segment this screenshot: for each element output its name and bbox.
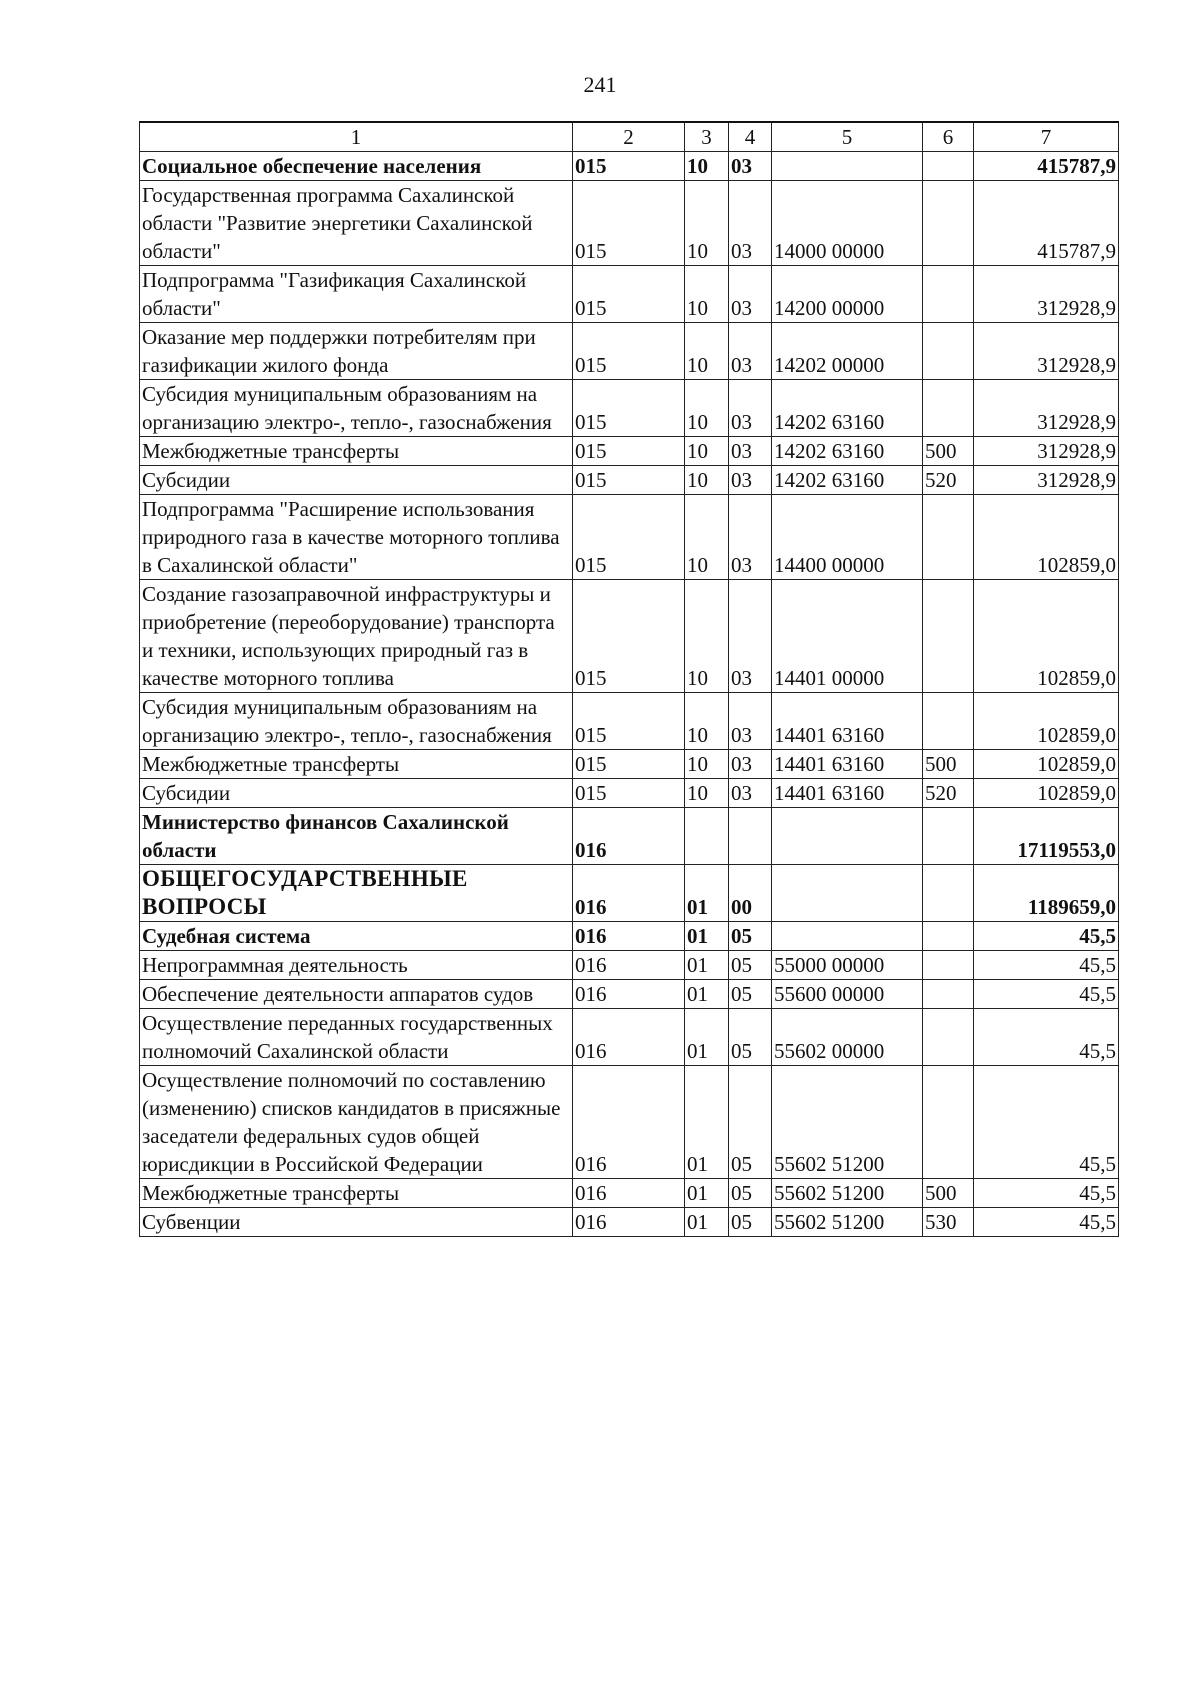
row-amount-cell: 45,5 <box>974 980 1119 1009</box>
row-subsection-cell: 05 <box>729 1179 772 1208</box>
header-cell-7: 7 <box>974 122 1119 152</box>
row-amount-cell: 45,5 <box>974 951 1119 980</box>
table-row <box>140 1208 1119 1237</box>
row-section-cell: 01 <box>685 922 729 951</box>
row-amount-cell: 45,5 <box>974 922 1119 951</box>
row-target-cell: 55600 00000 <box>772 980 923 1009</box>
table-header-row <box>140 122 1119 152</box>
row-name-cell: Межбюджетные трансферты <box>140 437 573 466</box>
row-section-cell: 01 <box>685 1208 729 1237</box>
row-code-cell: 015 <box>573 181 685 266</box>
budget-table <box>139 121 1119 1237</box>
row-code-cell: 015 <box>573 437 685 466</box>
row-expense-type-cell: 520 <box>923 466 974 495</box>
row-expense-type-cell <box>923 580 974 693</box>
row-amount-cell: 17119553,0 <box>974 808 1119 865</box>
row-section-cell: 10 <box>685 580 729 693</box>
row-amount-cell: 45,5 <box>974 1066 1119 1179</box>
table-row <box>140 1066 1119 1179</box>
row-expense-type-cell: 500 <box>923 437 974 466</box>
row-section-cell: 10 <box>685 266 729 323</box>
row-expense-type-cell <box>923 323 974 380</box>
row-code-cell: 015 <box>573 495 685 580</box>
row-name-cell: Обеспечение деятельности аппаратов судов <box>140 980 573 1009</box>
row-amount-cell: 312928,9 <box>974 466 1119 495</box>
row-code-cell: 015 <box>573 580 685 693</box>
row-section-cell: 10 <box>685 437 729 466</box>
row-expense-type-cell: 500 <box>923 1179 974 1208</box>
row-amount-cell: 102859,0 <box>974 693 1119 750</box>
row-subsection-cell: 03 <box>729 266 772 323</box>
row-amount-cell: 312928,9 <box>974 266 1119 323</box>
row-target-cell: 55602 00000 <box>772 1009 923 1066</box>
row-subsection-cell <box>729 808 772 865</box>
row-code-cell: 016 <box>573 980 685 1009</box>
row-section-cell: 10 <box>685 466 729 495</box>
row-subsection-cell: 05 <box>729 1009 772 1066</box>
row-code-cell: 015 <box>573 779 685 808</box>
row-expense-type-cell <box>923 380 974 437</box>
row-name-cell: Субсидии <box>140 466 573 495</box>
header-cell-5: 5 <box>772 122 923 152</box>
row-subsection-cell: 03 <box>729 437 772 466</box>
row-expense-type-cell <box>923 808 974 865</box>
row-target-cell: 14401 00000 <box>772 580 923 693</box>
row-target-cell: 14000 00000 <box>772 181 923 266</box>
table-row <box>140 750 1119 779</box>
table-row <box>140 779 1119 808</box>
row-name-cell: Субвенции <box>140 1208 573 1237</box>
table-row <box>140 437 1119 466</box>
row-subsection-cell: 03 <box>729 580 772 693</box>
row-code-cell: 015 <box>573 323 685 380</box>
row-amount-cell: 102859,0 <box>974 750 1119 779</box>
row-section-cell: 10 <box>685 152 729 181</box>
row-subsection-cell: 03 <box>729 750 772 779</box>
row-section-cell: 01 <box>685 980 729 1009</box>
row-amount-cell: 1189659,0 <box>974 865 1119 922</box>
row-code-cell: 015 <box>573 466 685 495</box>
row-section-cell: 01 <box>685 1066 729 1179</box>
row-subsection-cell: 03 <box>729 779 772 808</box>
row-section-cell: 01 <box>685 1009 729 1066</box>
row-name-cell: Государственная программа Сахалинской области "Развитие энергетики Сахалинской области" <box>140 181 573 266</box>
table-body <box>140 122 1119 1237</box>
row-expense-type-cell: 530 <box>923 1208 974 1237</box>
row-name-cell: Создание газозаправочной инфраструктуры и приобретение (переоборудование) транспорта и техники, использующих природный газ в качестве моторного топлива <box>140 580 573 693</box>
row-section-cell: 10 <box>685 693 729 750</box>
row-amount-cell: 415787,9 <box>974 181 1119 266</box>
row-code-cell: 016 <box>573 865 685 922</box>
row-name-cell: Субсидии <box>140 779 573 808</box>
row-expense-type-cell <box>923 495 974 580</box>
table-row <box>140 693 1119 750</box>
row-subsection-cell: 05 <box>729 1208 772 1237</box>
row-subsection-cell: 03 <box>729 323 772 380</box>
row-code-cell: 015 <box>573 152 685 181</box>
row-subsection-cell: 03 <box>729 466 772 495</box>
row-name-cell: Подпрограмма "Расширение использования природного газа в качестве моторного топлива в Сахалинской области" <box>140 495 573 580</box>
row-expense-type-cell: 520 <box>923 779 974 808</box>
row-expense-type-cell <box>923 1066 974 1179</box>
row-code-cell: 016 <box>573 1179 685 1208</box>
row-code-cell: 016 <box>573 922 685 951</box>
row-section-cell: 01 <box>685 865 729 922</box>
row-target-cell <box>772 922 923 951</box>
row-name-cell: Оказание мер поддержки потребителям при газификации жилого фонда <box>140 323 573 380</box>
table-row <box>140 380 1119 437</box>
row-expense-type-cell <box>923 152 974 181</box>
table-row <box>140 865 1119 922</box>
row-name-cell: Подпрограмма "Газификация Сахалинской области" <box>140 266 573 323</box>
row-subsection-cell: 03 <box>729 495 772 580</box>
table-row <box>140 152 1119 181</box>
row-name-cell: Межбюджетные трансферты <box>140 1179 573 1208</box>
row-section-cell: 01 <box>685 951 729 980</box>
row-target-cell: 14202 63160 <box>772 437 923 466</box>
row-code-cell: 016 <box>573 1009 685 1066</box>
table-row <box>140 1179 1119 1208</box>
row-amount-cell: 45,5 <box>974 1208 1119 1237</box>
row-section-cell: 10 <box>685 779 729 808</box>
table-row <box>140 580 1119 693</box>
row-subsection-cell: 03 <box>729 181 772 266</box>
row-section-cell <box>685 808 729 865</box>
table-row <box>140 1009 1119 1066</box>
row-expense-type-cell <box>923 693 974 750</box>
row-code-cell: 015 <box>573 380 685 437</box>
table-row <box>140 266 1119 323</box>
row-expense-type-cell <box>923 980 974 1009</box>
table-row <box>140 181 1119 266</box>
row-name-cell: Осуществление полномочий по составлению (изменению) списков кандидатов в присяжные заседатели федеральных судов общей юрисдикции в Российской Федерации <box>140 1066 573 1179</box>
row-section-cell: 10 <box>685 750 729 779</box>
row-name-cell: Осуществление переданных государственных полномочий Сахалинской области <box>140 1009 573 1066</box>
row-amount-cell: 45,5 <box>974 1179 1119 1208</box>
row-code-cell: 015 <box>573 266 685 323</box>
table-row <box>140 922 1119 951</box>
header-cell-1: 1 <box>140 122 573 152</box>
row-section-cell: 10 <box>685 323 729 380</box>
table-row <box>140 951 1119 980</box>
row-name-cell: Субсидия муниципальным образованиям на организацию электро-, тепло-, газоснабжения <box>140 380 573 437</box>
row-amount-cell: 102859,0 <box>974 580 1119 693</box>
row-target-cell: 14200 00000 <box>772 266 923 323</box>
row-subsection-cell: 05 <box>729 951 772 980</box>
header-cell-2: 2 <box>573 122 685 152</box>
row-name-cell: Непрограммная деятельность <box>140 951 573 980</box>
table-row <box>140 495 1119 580</box>
row-subsection-cell: 05 <box>729 980 772 1009</box>
header-cell-3: 3 <box>685 122 729 152</box>
row-subsection-cell: 03 <box>729 693 772 750</box>
row-expense-type-cell <box>923 922 974 951</box>
row-expense-type-cell <box>923 181 974 266</box>
row-target-cell: 14400 00000 <box>772 495 923 580</box>
row-name-cell: Судебная система <box>140 922 573 951</box>
row-target-cell <box>772 152 923 181</box>
row-expense-type-cell <box>923 865 974 922</box>
row-target-cell: 14401 63160 <box>772 693 923 750</box>
row-name-cell: Министерство финансов Сахалинской области <box>140 808 573 865</box>
row-section-cell: 10 <box>685 495 729 580</box>
row-target-cell: 55602 51200 <box>772 1179 923 1208</box>
row-target-cell <box>772 865 923 922</box>
row-target-cell: 14202 63160 <box>772 380 923 437</box>
row-name-cell: Субсидия муниципальным образованиям на организацию электро-, тепло-, газоснабжения <box>140 693 573 750</box>
row-amount-cell: 415787,9 <box>974 152 1119 181</box>
row-subsection-cell: 00 <box>729 865 772 922</box>
table-row <box>140 466 1119 495</box>
row-code-cell: 016 <box>573 1208 685 1237</box>
row-name-cell: ОБЩЕГОСУДАРСТВЕННЫЕ ВОПРОСЫ <box>140 865 573 922</box>
row-target-cell: 55000 00000 <box>772 951 923 980</box>
page-number: 241 <box>583 72 617 97</box>
row-target-cell: 55602 51200 <box>772 1066 923 1179</box>
row-target-cell: 14202 63160 <box>772 466 923 495</box>
row-subsection-cell: 03 <box>729 152 772 181</box>
row-subsection-cell: 05 <box>729 922 772 951</box>
header-cell-4: 4 <box>729 122 772 152</box>
row-target-cell: 55602 51200 <box>772 1208 923 1237</box>
row-code-cell: 015 <box>573 750 685 779</box>
row-name-cell: Социальное обеспечение населения <box>140 152 573 181</box>
row-section-cell: 01 <box>685 1179 729 1208</box>
row-target-cell <box>772 808 923 865</box>
row-expense-type-cell <box>923 1009 974 1066</box>
row-subsection-cell: 05 <box>729 1066 772 1179</box>
row-target-cell: 14401 63160 <box>772 779 923 808</box>
row-section-cell: 10 <box>685 181 729 266</box>
row-amount-cell: 312928,9 <box>974 323 1119 380</box>
row-expense-type-cell <box>923 266 974 323</box>
row-section-cell: 10 <box>685 380 729 437</box>
row-code-cell: 016 <box>573 1066 685 1179</box>
row-target-cell: 14202 00000 <box>772 323 923 380</box>
row-amount-cell: 102859,0 <box>974 779 1119 808</box>
row-amount-cell: 102859,0 <box>974 495 1119 580</box>
table-row <box>140 808 1119 865</box>
row-amount-cell: 312928,9 <box>974 437 1119 466</box>
row-target-cell: 14401 63160 <box>772 750 923 779</box>
row-amount-cell: 45,5 <box>974 1009 1119 1066</box>
row-code-cell: 015 <box>573 693 685 750</box>
row-subsection-cell: 03 <box>729 380 772 437</box>
header-cell-6: 6 <box>923 122 974 152</box>
table-row <box>140 323 1119 380</box>
row-expense-type-cell <box>923 951 974 980</box>
row-code-cell: 016 <box>573 808 685 865</box>
row-expense-type-cell: 500 <box>923 750 974 779</box>
row-name-cell: Межбюджетные трансферты <box>140 750 573 779</box>
table-row <box>140 980 1119 1009</box>
row-amount-cell: 312928,9 <box>974 380 1119 437</box>
row-code-cell: 016 <box>573 951 685 980</box>
